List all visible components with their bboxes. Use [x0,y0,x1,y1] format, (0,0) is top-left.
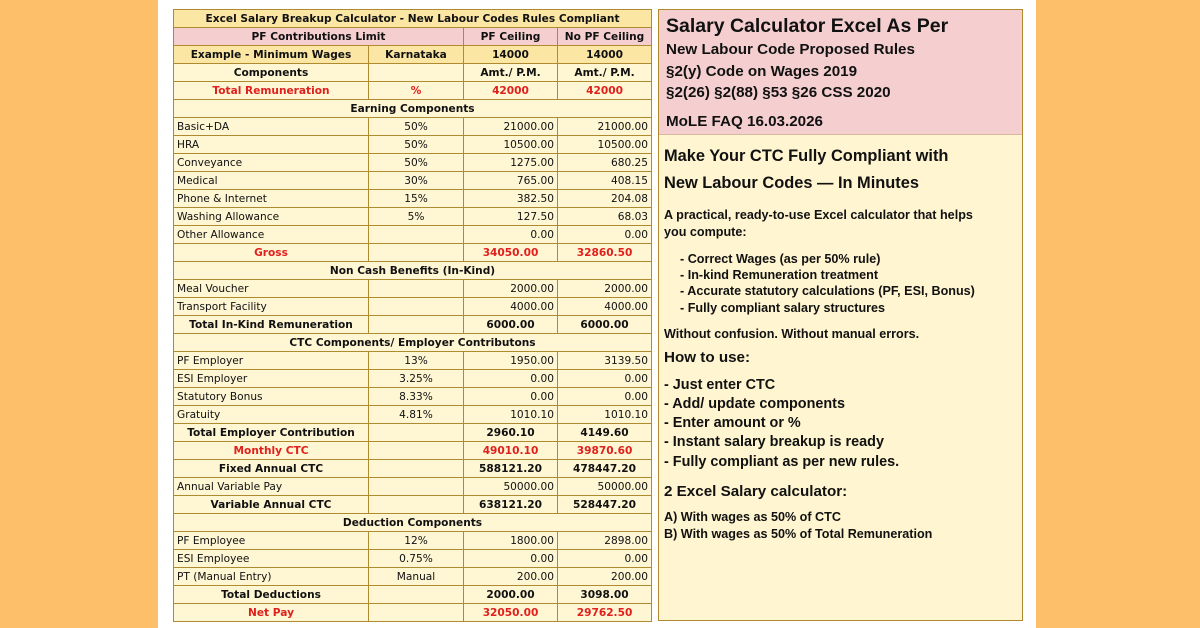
component-name: HRA [174,136,369,154]
component-percent[interactable]: 3.25% [369,370,464,388]
annual-variable-label: Annual Variable Pay [174,478,369,496]
component-amount-nopf[interactable]: 0.00 [558,226,652,244]
table-row [174,226,652,244]
component-amount-pf: 765.00 [464,172,558,190]
table-row [174,154,652,172]
total-employer-row [174,424,652,442]
feature-item: - In-kind Remuneration treatment [680,268,879,283]
column-header-row [174,64,652,82]
panel-subtitle-2: §2(y) Code on Wages 2019 [666,62,858,80]
table-row [174,118,652,136]
table-row [174,172,652,190]
component-amount-pf[interactable]: 200.00 [464,568,558,586]
component-amount-nopf: 2898.00 [558,532,652,550]
component-percent[interactable]: 13% [369,352,464,370]
blank-cell [369,460,464,478]
component-amount-nopf[interactable]: 200.00 [558,568,652,586]
blank-cell [369,316,464,334]
component-amount-nopf: 204.08 [558,190,652,208]
without-errors-text: Without confusion. Without manual errors. [664,326,920,341]
intro-line-1: A practical, ready-to-use Excel calculator that helps [664,208,973,222]
fixed-annual-ctc-label: Fixed Annual CTC [174,460,369,478]
pf-limit-row [174,28,652,46]
component-amount-pf: 1950.00 [464,352,558,370]
table-row [174,406,652,424]
net-pay-nopf: 29762.50 [558,604,652,622]
component-name: Washing Allowance [174,208,369,226]
component-name: Medical [174,172,369,190]
no-pf-ceiling-header: No PF Ceiling [558,28,652,46]
components-header: Components [174,64,369,82]
component-amount-nopf[interactable]: 4000.00 [558,298,652,316]
headline-line-2: New Labour Codes — In Minutes [664,174,919,192]
component-name: Statutory Bonus [174,388,369,406]
monthly-ctc-pf: 49010.10 [464,442,558,460]
employer-contributions-header: CTC Components/ Employer Contributons [174,334,652,352]
component-amount-pf[interactable]: 2000.00 [464,280,558,298]
section-header-row [174,514,652,532]
component-amount-nopf: 0.00 [558,388,652,406]
blank-cell [369,586,464,604]
example-label: Example - Minimum Wages [174,46,369,64]
component-amount-pf: 0.00 [464,388,558,406]
table-row [174,532,652,550]
table-row [174,208,652,226]
component-amount-pf: 127.50 [464,208,558,226]
option-item: A) With wages as 50% of CTC [664,509,841,524]
gross-nopf: 32860.50 [558,244,652,262]
monthly-ctc-label: Monthly CTC [174,442,369,460]
non-cash-benefits-header: Non Cash Benefits (In-Kind) [174,262,652,280]
component-name: PF Employer [174,352,369,370]
spacer [664,195,1015,207]
variable-annual-ctc-label: Variable Annual CTC [174,496,369,514]
component-amount-nopf: 0.00 [558,550,652,568]
spacer [664,472,1015,482]
panel-subtitle-1: New Labour Code Proposed Rules [666,41,915,58]
panel-title: Salary Calculator Excel As Per [666,15,949,37]
total-deductions-nopf: 3098.00 [558,586,652,604]
total-inkind-nopf: 6000.00 [558,316,652,334]
total-deductions-label: Total Deductions [174,586,369,604]
table-row [174,550,652,568]
component-percent[interactable]: 5% [369,208,464,226]
headline-line-1: Make Your CTC Fully Compliant with [664,147,949,165]
component-name: Meal Voucher [174,280,369,298]
step-item: - Enter amount or % [664,415,801,432]
component-amount-nopf: 3139.50 [558,352,652,370]
info-panel-header [659,10,1022,135]
table-row [174,478,652,496]
component-amount-nopf: 10500.00 [558,136,652,154]
table-row [174,190,652,208]
component-percent[interactable]: Manual [369,568,464,586]
net-pay-row [174,604,652,622]
component-name: Phone & Internet [174,190,369,208]
gross-pf: 34050.00 [464,244,558,262]
component-amount-pf: 1275.00 [464,154,558,172]
component-percent[interactable]: 50% [369,136,464,154]
blank-cell [369,496,464,514]
fixed-annual-ctc-nopf: 478447.20 [558,460,652,478]
step-item: - Fully compliant as per new rules. [664,453,900,470]
table-row [174,298,652,316]
info-panel [658,9,1023,621]
total-remuneration-row [174,82,652,100]
component-name: PT (Manual Entry) [174,568,369,586]
total-remuneration-pf[interactable]: 42000 [464,82,558,100]
fixed-annual-ctc-row [174,460,652,478]
percent-header: % [369,82,464,100]
component-name: PF Employee [174,532,369,550]
gross-label: Gross [174,244,369,262]
component-percent[interactable]: 15% [369,190,464,208]
earning-components-header: Earning Components [174,100,652,118]
section-header-row [174,262,652,280]
component-amount-nopf: 21000.00 [558,118,652,136]
excel-calculator-heading: 2 Excel Salary calculator: [664,482,848,500]
table-row [174,352,652,370]
component-name: ESI Employee [174,550,369,568]
total-remuneration-label: Total Remuneration [174,82,369,100]
amount-header-pf: Amt./ P.M. [464,64,558,82]
info-panel-body [659,135,1022,543]
pf-limit-label: PF Contributions Limit [174,28,464,46]
fixed-annual-ctc-pf: 588121.20 [464,460,558,478]
spacer [664,241,1015,251]
blank-cell [369,244,464,262]
feature-item: - Fully compliant salary structures [680,300,886,315]
component-name: ESI Employer [174,370,369,388]
total-employer-nopf: 4149.60 [558,424,652,442]
component-percent[interactable] [369,298,464,316]
step-item: - Just enter CTC [664,376,776,393]
total-inkind-row [174,316,652,334]
component-percent[interactable] [369,226,464,244]
total-remuneration-nopf[interactable]: 42000 [558,82,652,100]
panel-subtitle-3: §2(26) §2(88) §53 §26 CSS 2020 [666,84,891,101]
component-name: Gratuity [174,406,369,424]
component-amount-nopf: 408.15 [558,172,652,190]
component-amount-pf: 10500.00 [464,136,558,154]
table-row [174,388,652,406]
blank-cell [369,478,464,496]
step-item: - Add/ update components [664,396,845,413]
example-state[interactable]: Karnataka [369,46,464,64]
component-amount-pf: 382.50 [464,190,558,208]
variable-annual-ctc-pf: 638121.20 [464,496,558,514]
monthly-ctc-nopf: 39870.60 [558,442,652,460]
amount-header-nopf: Amt./ P.M. [558,64,652,82]
component-amount-pf: 1800.00 [464,532,558,550]
component-amount-pf[interactable]: 4000.00 [464,298,558,316]
total-inkind-label: Total In-Kind Remuneration [174,316,369,334]
total-deductions-row [174,586,652,604]
panel-faq: MoLE FAQ 16.03.2026 [666,112,824,130]
component-amount-pf[interactable]: 0.00 [464,226,558,244]
total-employer-pf: 2960.10 [464,424,558,442]
component-name: Conveyance [174,154,369,172]
table-row [174,136,652,154]
deduction-components-header: Deduction Components [174,514,652,532]
pf-ceiling-header: PF Ceiling [464,28,558,46]
spacer [664,502,1015,509]
component-percent[interactable]: 0.75% [369,550,464,568]
example-row [174,46,652,64]
total-employer-label: Total Employer Contribution [174,424,369,442]
component-amount-nopf[interactable]: 2000.00 [558,280,652,298]
component-amount-pf: 21000.00 [464,118,558,136]
step-item: - Instant salary breakup is ready [664,434,884,451]
example-nopf-value[interactable]: 14000 [558,46,652,64]
blank-cell [369,424,464,442]
annual-variable-pf[interactable]: 50000.00 [464,478,558,496]
feature-item: - Correct Wages (as per 50% rule) [680,252,881,266]
component-amount-nopf: 68.03 [558,208,652,226]
variable-annual-ctc-nopf: 528447.20 [558,496,652,514]
component-amount-nopf: 0.00 [558,370,652,388]
component-amount-nopf: 1010.10 [558,406,652,424]
component-percent[interactable]: 8.33% [369,388,464,406]
variable-annual-ctc-row [174,496,652,514]
feature-item: - Accurate statutory calculations (PF, ESI, Bonus) [680,284,975,299]
monthly-ctc-row [174,442,652,460]
section-header-row [174,100,652,118]
annual-variable-nopf[interactable]: 50000.00 [558,478,652,496]
gross-row [174,244,652,262]
total-deductions-pf: 2000.00 [464,586,558,604]
net-pay-pf: 32050.00 [464,604,558,622]
component-amount-pf: 0.00 [464,370,558,388]
calculator-title: Excel Salary Breakup Calculator - New Labour Codes Rules Compliant [174,10,652,28]
blank-cell [369,604,464,622]
component-percent[interactable]: 30% [369,172,464,190]
component-amount-pf: 0.00 [464,550,558,568]
calculator-title-row [174,10,652,28]
table-row [174,370,652,388]
component-percent[interactable]: 50% [369,118,464,136]
component-name: Other Allowance [174,226,369,244]
spacer [664,368,1015,376]
component-amount-pf: 1010.10 [464,406,558,424]
table-row [174,280,652,298]
component-percent[interactable]: 4.81% [369,406,464,424]
table-row [174,568,652,586]
salary-calculator-table [173,9,652,622]
component-amount-nopf: 680.25 [558,154,652,172]
component-percent[interactable] [369,280,464,298]
blank-header [369,64,464,82]
component-name: Transport Facility [174,298,369,316]
section-header-row [174,334,652,352]
spacer [664,316,1015,326]
total-inkind-pf: 6000.00 [464,316,558,334]
option-item: B) With wages as 50% of Total Remuneration [664,526,933,541]
example-pf-value[interactable]: 14000 [464,46,558,64]
blank-cell [369,442,464,460]
net-pay-label: Net Pay [174,604,369,622]
component-percent[interactable]: 12% [369,532,464,550]
component-name: Basic+DA [174,118,369,136]
component-percent[interactable]: 50% [369,154,464,172]
how-to-use-heading: How to use: [664,348,751,366]
intro-line-2: you compute: [664,225,747,239]
